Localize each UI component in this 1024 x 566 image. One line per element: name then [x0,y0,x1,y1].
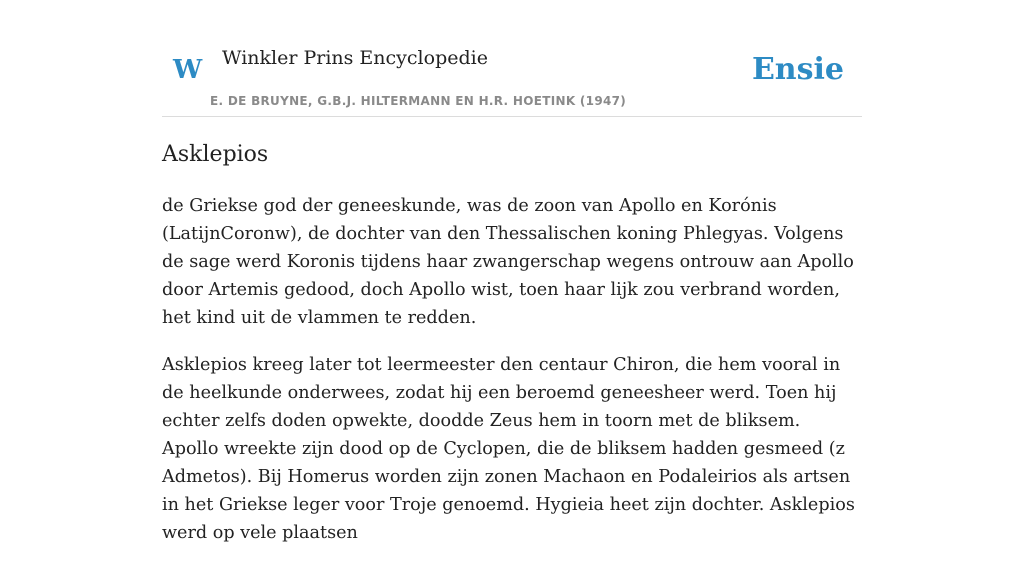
winkler-prins-logo[interactable]: W [173,55,203,85]
book-title[interactable]: Winkler Prins Encyclopedie [222,47,488,69]
article-paragraph: de Griekse god der geneeskunde, was de zoon van Apollo en Korónis (LatijnCoronw), de dochter van den Thessalischen koning Phlegyas. Volgens de sage werd Koronis tijdens haar zwangerschap wegens ontrouw aan Apollo door Artemis gedood, doch Apollo wist, toen haar lijk zou verbrand worden, het kind uit de vlammen te redden. [162,196,854,328]
authors-line: E. DE BRUYNE, G.B.J. HILTERMANN EN H.R. HOETINK (1947) [210,94,627,108]
encyclopedia-header [162,38,862,117]
article-body [162,192,862,566]
ensie-brand-link[interactable]: Ensie [751,52,844,87]
article-title: Asklepios [162,142,269,167]
article-paragraph: Asklepios kreeg later tot leermeester den centaur Chiron, die hem vooral in de heelkunde onderwees, zodat hij een beroemd geneesheer werd. Toen hij echter zelfs doden opwekte, doodde Zeus hem in toorn met de bliksem. Apollo wreekte zijn dood op de Cyclopen, die de bliksem hadden gesmeed (z Admetos). Bij Homerus worden zijn zonen Machaon en Podaleirios als artsen in het Griekse leger voor Troje genoemd. Hygieia heet zijn dochter. Asklepios werd op vele plaatsen [162,355,855,543]
